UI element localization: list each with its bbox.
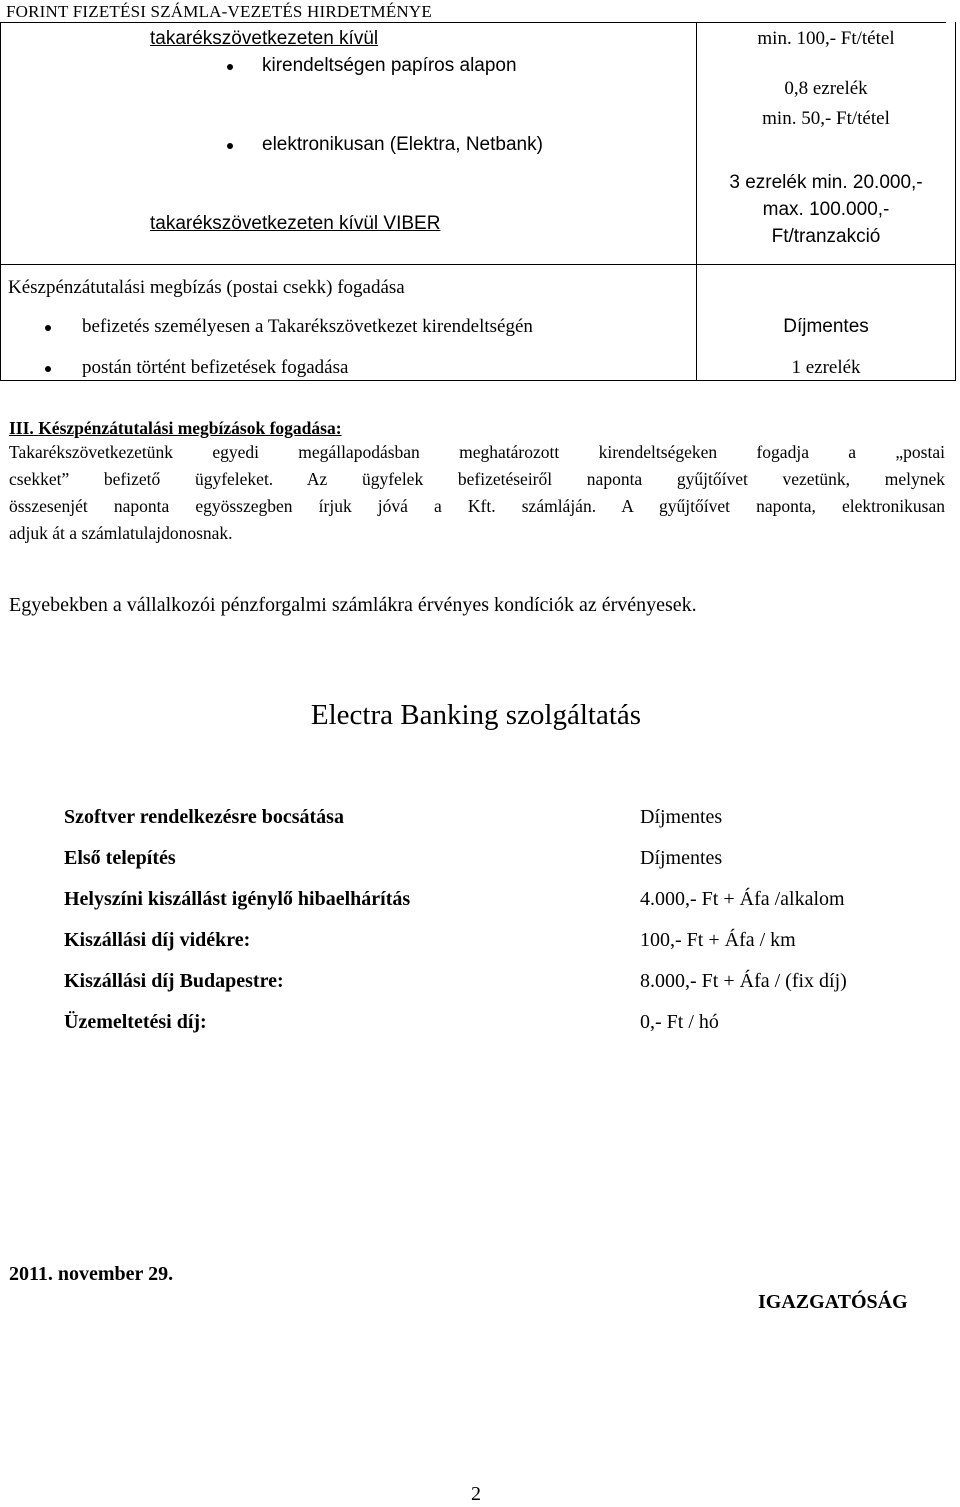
fee-electronic: min. 50,- Ft/tétel [762,108,890,129]
conditions-note: Egyebekben a vállalkozói pénzforgalmi számlákra érvényes kondíciók az érvényesek. [9,594,697,616]
service-value: 8.000,- Ft + Áfa / (fix díj) [640,970,847,992]
service-label: Helyszíni kiszállást igénylő hibaelhárítás [64,888,411,910]
bullet-icon [227,64,233,70]
paragraph-line: Takarékszövetkezetünk egyedi megállapodásban meghatározott kirendeltségeken fogadja a „postai [9,442,945,462]
fee-personal: Díjmentes [783,316,869,337]
row-label-csekk: Készpénzátutalási megbízás (postai csekk) fogadása [8,277,405,298]
service-value: 0,- Ft / hó [640,1011,719,1033]
page-number: 2 [471,1483,481,1505]
table-row-divider [0,264,956,265]
fee-viber-line2: max. 100.000,- [762,199,890,220]
fee-outside: min. 100,- Ft/tétel [757,28,895,49]
bullet-icon [45,366,51,372]
row-label-paper: kirendeltségen papíros alapon [262,55,517,76]
service-label: Üzemeltetési díj: [64,1011,207,1033]
paragraph-line: csekket” befizető ügyfeleket. Az ügyfelek befizetéseiről naponta gyűjtőívet vezetünk, melynek [9,469,945,489]
row-label-outside: takarékszövetkezeten kívül [150,28,379,49]
fee-paper: 0,8 ezrelék [784,78,868,99]
section-number: III. [9,418,34,438]
service-value: Díjmentes [640,806,723,828]
section-paragraph [9,439,945,547]
fee-postal: 1 ezrelék [791,357,861,378]
paragraph-line: adjuk át a számlatulajdonosnak. [9,523,233,543]
service-label: Kiszállási díj Budapestre: [64,970,284,992]
fee-viber-line1: 3 ezrelék min. 20.000,- [729,172,923,193]
service-value: Díjmentes [640,847,723,869]
row-label-electronic: elektronikusan (Elektra, Netbank) [262,134,543,155]
service-value: 100,- Ft + Áfa / km [640,929,796,951]
signature-block: IGAZGATÓSÁG [758,1291,908,1313]
service-label: Kiszállási díj vidékre: [64,929,251,951]
section-heading [9,418,342,439]
row-label-personal: befizetés személyesen a Takarékszövetkezet kirendeltségén [82,316,533,337]
electra-title: Electra Banking szolgáltatás [310,699,642,731]
service-value: 4.000,- Ft + Áfa /alkalom [640,888,845,910]
bullet-icon [45,325,51,331]
document-date: 2011. november 29. [9,1263,174,1285]
fee-viber-line3: Ft/tranzakció [771,226,881,247]
row-label-postal: postán történt befizetések fogadása [82,357,349,378]
service-label: Szoftver rendelkezésre bocsátása [64,806,344,828]
document-header: FORINT FIZETÉSI SZÁMLA-VEZETÉS HIRDETMÉNYE [6,2,432,21]
section-title: Készpénzátutalási megbízások fogadása: [38,418,342,438]
bullet-icon [227,143,233,149]
service-label: Első telepítés [64,847,176,869]
paragraph-line: összesenjét naponta egyösszegben írjuk jóvá a Kft. számláján. A gyűjtőívet naponta, elektronikusan [9,496,945,516]
row-label-viber: takarékszövetkezeten kívül VIBER [150,213,441,234]
